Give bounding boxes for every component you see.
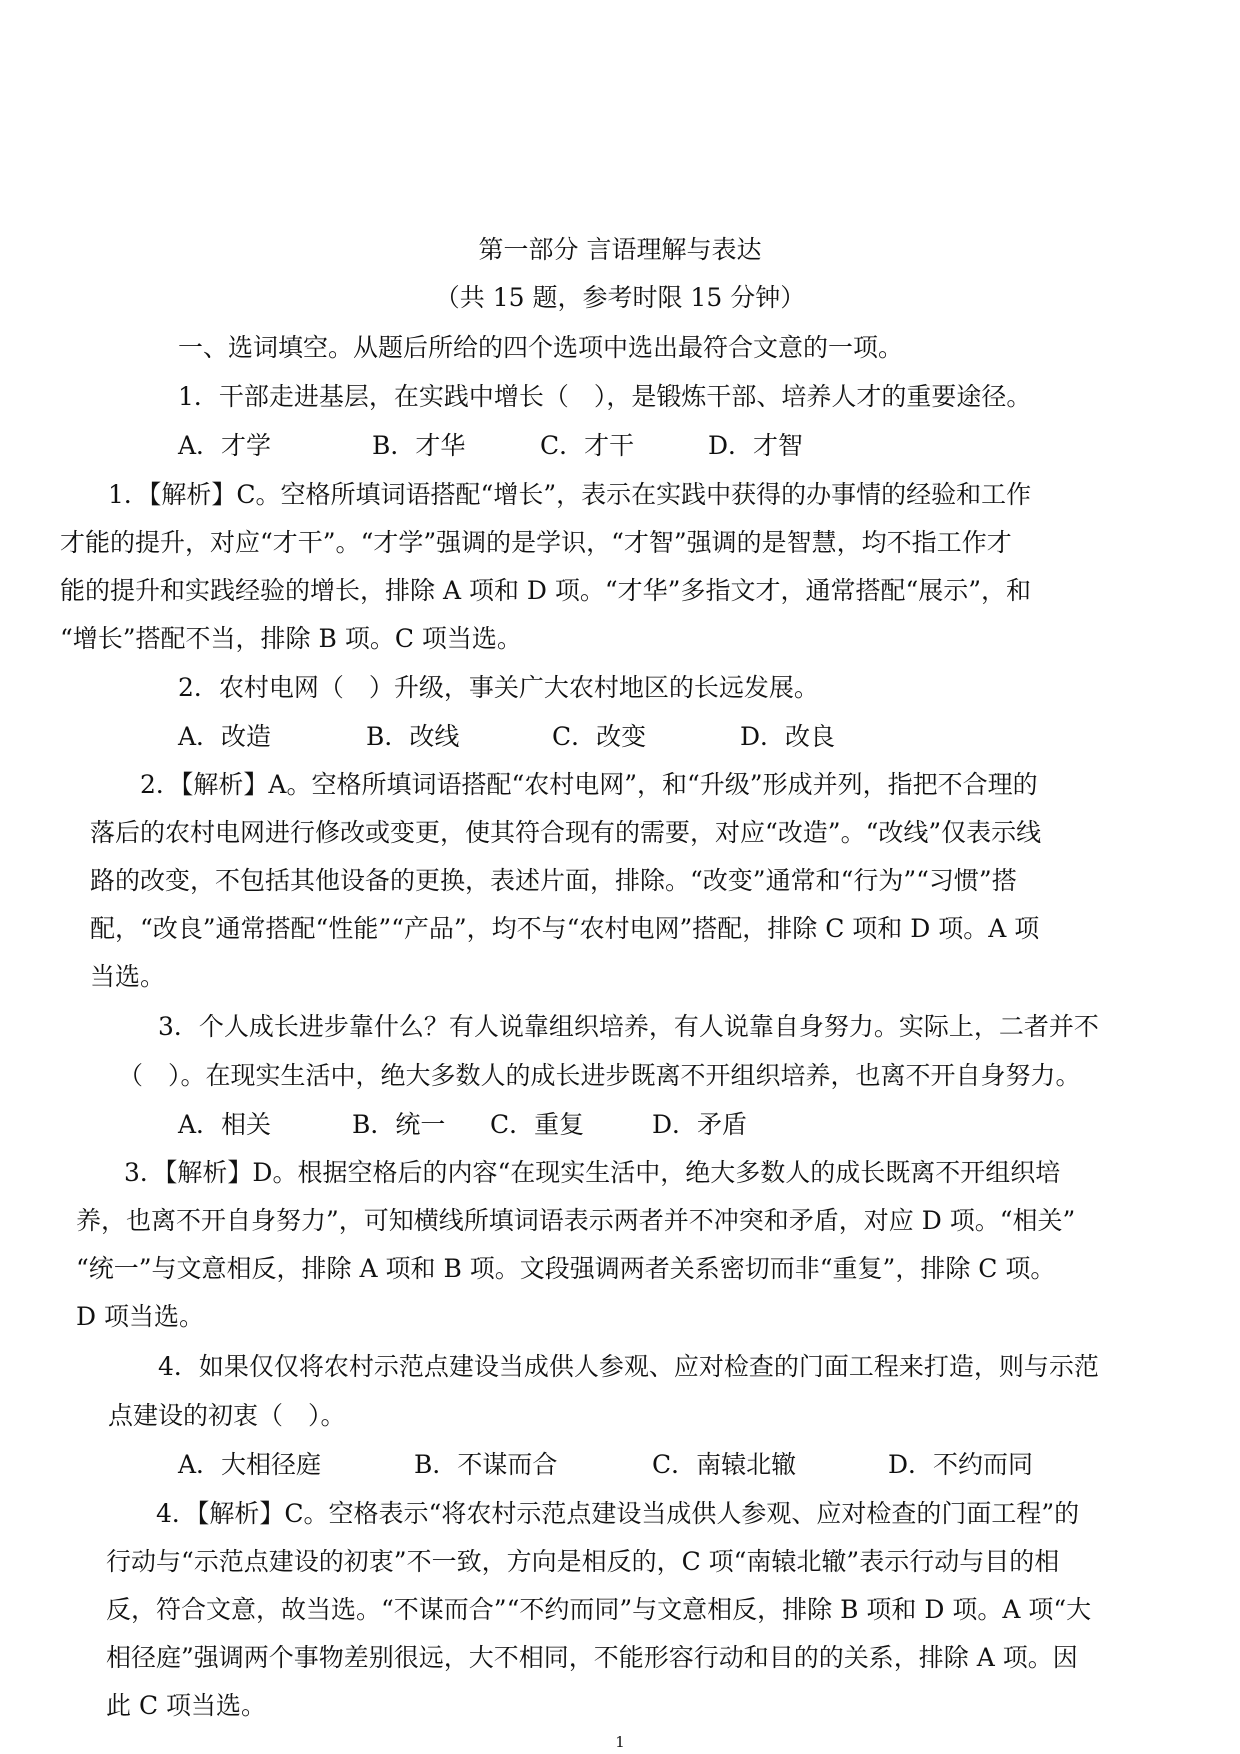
- question-3-analysis-line: 3．【解析】D。根据空格后的内容“在现实生活中，绝大多数人的成长既离不开组织培: [124, 1158, 1061, 1187]
- question-3-option-b: B．统一: [352, 1110, 446, 1139]
- question-2-stem: 2．农村电网（ ）升级，事关广大农村地区的长远发展。: [178, 673, 819, 702]
- question-1-stem: 1．干部走进基层，在实践中增长（ ），是锻炼干部、培养人才的重要途径。: [178, 382, 1032, 411]
- question-2-analysis-line: 当选。: [90, 962, 166, 991]
- question-3-option-c: C．重复: [490, 1110, 585, 1139]
- question-4-stem: 4．如果仅仅将农村示范点建设当成供人参观、应对检查的门面工程来打造，则与示范: [158, 1352, 1099, 1381]
- question-1-option-c: C．才干: [540, 431, 635, 460]
- question-2-option-a: A．改造: [178, 722, 272, 751]
- question-2-option-c: C．改变: [552, 722, 647, 751]
- question-4-analysis-line: 4．【解析】C。空格表示“将农村示范点建设当成供人参观、应对检查的门面工程”的: [156, 1499, 1080, 1528]
- question-4-analysis-line: 反，符合文意，故当选。“不谋而合”“不约而同”与文意相反，排除 B 项和 D 项。A 项“大: [106, 1595, 1092, 1624]
- question-2-analysis-line: 落后的农村电网进行修改或变更，使其符合现有的需要，对应“改造”。“改线”仅表示线: [90, 818, 1042, 847]
- question-1-analysis-line: 1．【解析】C。空格所填词语搭配“增长”，表示在实践中获得的办事情的经验和工作: [108, 480, 1032, 509]
- question-4-analysis-line: 此 C 项当选。: [106, 1691, 267, 1720]
- question-1-option-a: A．才学: [178, 431, 272, 460]
- question-4-option-c: C．南辕北辙: [652, 1450, 797, 1479]
- question-2-option-b: B．改线: [366, 722, 460, 751]
- question-4-stem: 点建设的初衷（ ）。: [108, 1401, 346, 1430]
- question-4-analysis-line: 相径庭”强调两个事物差别很远，大不相同，不能形容行动和目的的关系，排除 A 项。因: [106, 1643, 1078, 1672]
- question-3-analysis-line: 养，也离不开自身努力”，可知横线所填词语表示两者并不冲突和矛盾，对应 D 项。“相关”: [76, 1206, 1076, 1235]
- question-2-analysis-line: 配，“改良”通常搭配“性能”“产品”，均不与“农村电网”搭配，排除 C 项和 D 项。A 项: [90, 914, 1040, 943]
- question-1-option-d: D．才智: [708, 431, 804, 460]
- question-3-analysis-line: D 项当选。: [76, 1302, 204, 1331]
- question-1-option-b: B．才华: [372, 431, 466, 460]
- question-1-analysis-line: “增长”搭配不当，排除 B 项。C 项当选。: [60, 624, 522, 653]
- question-1-analysis-line: 才能的提升，对应“才干”。“才学”强调的是学识，“才智”强调的是智慧，均不指工作才: [60, 528, 1012, 557]
- page-number: 1: [615, 1733, 625, 1751]
- question-3-option-a: A．相关: [178, 1110, 272, 1139]
- question-4-option-b: B．不谋而合: [414, 1450, 558, 1479]
- question-1-analysis-line: 能的提升和实践经验的增长，排除 A 项和 D 项。“才华”多指文才，通常搭配“展示”，和: [60, 576, 1032, 605]
- question-3-stem: 3．个人成长进步靠什么？有人说靠组织培养，有人说靠自身努力。实际上，二者并不: [158, 1012, 1099, 1041]
- question-3-analysis-line: “统一”与文意相反，排除 A 项和 B 项。文段强调两者关系密切而非“重复”，排除 C 项。: [76, 1254, 1056, 1283]
- part-title: 第一部分 言语理解与表达: [478, 235, 762, 264]
- question-2-option-d: D．改良: [740, 722, 836, 751]
- question-4-analysis-line: 行动与“示范点建设的初衷”不一致，方向是相反的，C 项“南辕北辙”表示行动与目的相: [106, 1547, 1060, 1576]
- question-2-analysis-line: 路的改变，不包括其他设备的更换，表述片面，排除。“改变”通常和“行为”“习惯”搭: [90, 866, 1017, 895]
- question-3-option-d: D．矛盾: [652, 1110, 748, 1139]
- question-4-option-a: A．大相径庭: [178, 1450, 322, 1479]
- section-instruction: 一、选词填空。从题后所给的四个选项中选出最符合文意的一项。: [178, 333, 904, 362]
- question-4-option-d: D．不约而同: [888, 1450, 1034, 1479]
- part-subtitle: （共 15 题，参考时限 15 分钟）: [434, 283, 806, 312]
- question-2-analysis-line: 2．【解析】A。空格所填词语搭配“农村电网”，和“升级”形成并列，指把不合理的: [140, 770, 1038, 799]
- question-3-stem: （ ）。在现实生活中，绝大多数人的成长进步既离不开组织培养，也离不开自身努力。: [118, 1061, 1081, 1090]
